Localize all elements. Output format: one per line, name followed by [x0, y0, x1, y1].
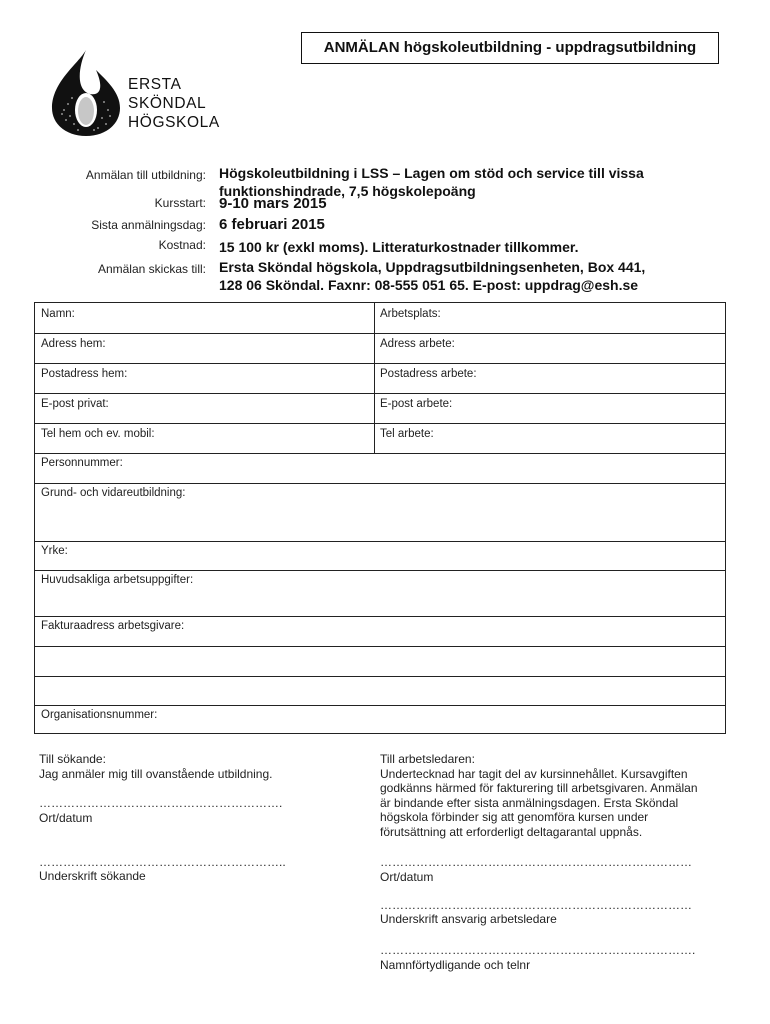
utbildning-label: Anmälan till utbildning: — [85, 168, 206, 182]
manager-ort-datum-label: Ort/datum — [380, 870, 434, 884]
utbildning-field[interactable]: Grund- och vidareutbildning: — [41, 487, 186, 499]
applicant-section — [39, 752, 272, 781]
manager-text-line: godkänns härmed för fakturering till arbetsgivaren. Anmälan — [380, 781, 698, 795]
utbildning-line: Högskoleutbildning i LSS – Lagen om stöd och service till vissa — [219, 165, 644, 181]
registration-form-table — [34, 302, 726, 734]
applicant-signature-line[interactable]: …………………………………………………….. — [39, 855, 286, 869]
epost-privat-field[interactable]: E-post privat: — [41, 398, 109, 410]
skickas-line: 128 06 Sköndal. Faxnr: 08-555 051 65. E-post: uppdrag@esh.se — [219, 277, 639, 293]
namn-field[interactable]: Namn: — [41, 308, 75, 320]
row-divider — [35, 676, 725, 677]
row-divider — [35, 453, 725, 454]
kursstart-label: Kursstart: — [154, 196, 206, 210]
logo-line: ERSTA — [128, 76, 182, 93]
skickas-line: Ersta Sköndal högskola, Uppdragsutbildningsenheten, Box 441, — [219, 259, 646, 275]
postadress-arbete-field[interactable]: Postadress arbete: — [380, 368, 477, 380]
sista-anmalningsdag-value: 6 februari 2015 — [219, 216, 325, 233]
kostnad-value: 15 100 kr (exkl moms). Litteraturkostnader tillkommer. — [219, 239, 579, 255]
row-divider — [35, 363, 725, 364]
manager-ort-datum-line[interactable]: …………………………………………………………………… — [380, 855, 692, 869]
postadress-hem-field[interactable]: Postadress hem: — [41, 368, 128, 380]
manager-heading: Till arbetsledaren: — [380, 752, 475, 766]
row-divider — [35, 423, 725, 424]
utbildning-line: funktionshindrade, 7,5 högskolepoäng — [219, 183, 476, 199]
tel-arbete-field[interactable]: Tel arbete: — [380, 428, 434, 440]
applicant-text: Jag anmäler mig till ovanstående utbildning. — [39, 766, 273, 781]
arbetsuppgifter-field[interactable]: Huvudsakliga arbetsuppgifter: — [41, 574, 194, 586]
form-title: ANMÄLAN högskoleutbildning - uppdragsutbildning — [301, 32, 719, 64]
sista-anmalningsdag-label: Sista anmälningsdag: — [91, 218, 206, 232]
arbetsplats-field[interactable]: Arbetsplats: — [380, 308, 441, 320]
row-divider — [35, 570, 725, 571]
row-divider — [35, 705, 725, 706]
manager-text-line: förutsättning att erforderligt deltagarantal uppnås. — [380, 824, 643, 839]
yrke-field[interactable]: Yrke: — [41, 545, 68, 557]
manager-section — [380, 752, 725, 839]
row-divider — [35, 393, 725, 394]
manager-name-label: Namnförtydligande och telnr — [380, 958, 531, 972]
logo-line: SKÖNDAL — [128, 95, 207, 112]
row-divider — [35, 333, 725, 334]
applicant-signature-label: Underskrift sökande — [39, 869, 146, 883]
adress-arbete-field[interactable]: Adress arbete: — [380, 338, 455, 350]
manager-text-line: är bindande efter sista anmälningsdagen. Ersta Sköndal — [380, 795, 679, 810]
skickas-value — [219, 258, 719, 294]
applicant-ort-datum-label: Ort/datum — [39, 811, 93, 825]
column-divider — [374, 303, 375, 453]
personnummer-field[interactable]: Personnummer: — [41, 457, 123, 469]
tel-hem-field[interactable]: Tel hem och ev. mobil: — [41, 428, 155, 440]
row-divider — [35, 483, 725, 484]
manager-text-line: högskola förbinder sig att genomföra kursen under — [380, 810, 649, 824]
adress-hem-field[interactable]: Adress hem: — [41, 338, 106, 350]
logo-line: HÖGSKOLA — [128, 114, 220, 131]
manager-signature-label: Underskrift ansvarig arbetsledare — [380, 912, 557, 926]
row-divider — [35, 646, 725, 647]
logo-wordmark — [128, 75, 220, 132]
manager-signature-line[interactable]: …………………………………………………………………… — [380, 898, 692, 912]
applicant-heading: Till sökande: — [39, 752, 106, 766]
manager-text-line: Undertecknad har tagit del av kursinnehållet. Kursavgiften — [380, 766, 688, 781]
row-divider — [35, 616, 725, 617]
manager-name-line[interactable]: ……………………………………………………………………. — [380, 943, 696, 957]
epost-arbete-field[interactable]: E-post arbete: — [380, 398, 453, 410]
fakturaadress-field[interactable]: Fakturaadress arbetsgivare: — [41, 620, 185, 632]
kostnad-label: Kostnad: — [158, 238, 206, 252]
skickas-label: Anmälan skickas till: — [97, 262, 206, 276]
kursstart-value: 9-10 mars 2015 — [219, 195, 327, 212]
applicant-ort-datum-line[interactable]: ……………………………………………………. — [39, 796, 283, 810]
flame-icon — [52, 50, 120, 136]
organisationsnummer-field[interactable]: Organisationsnummer: — [41, 709, 158, 721]
row-divider — [35, 541, 725, 542]
